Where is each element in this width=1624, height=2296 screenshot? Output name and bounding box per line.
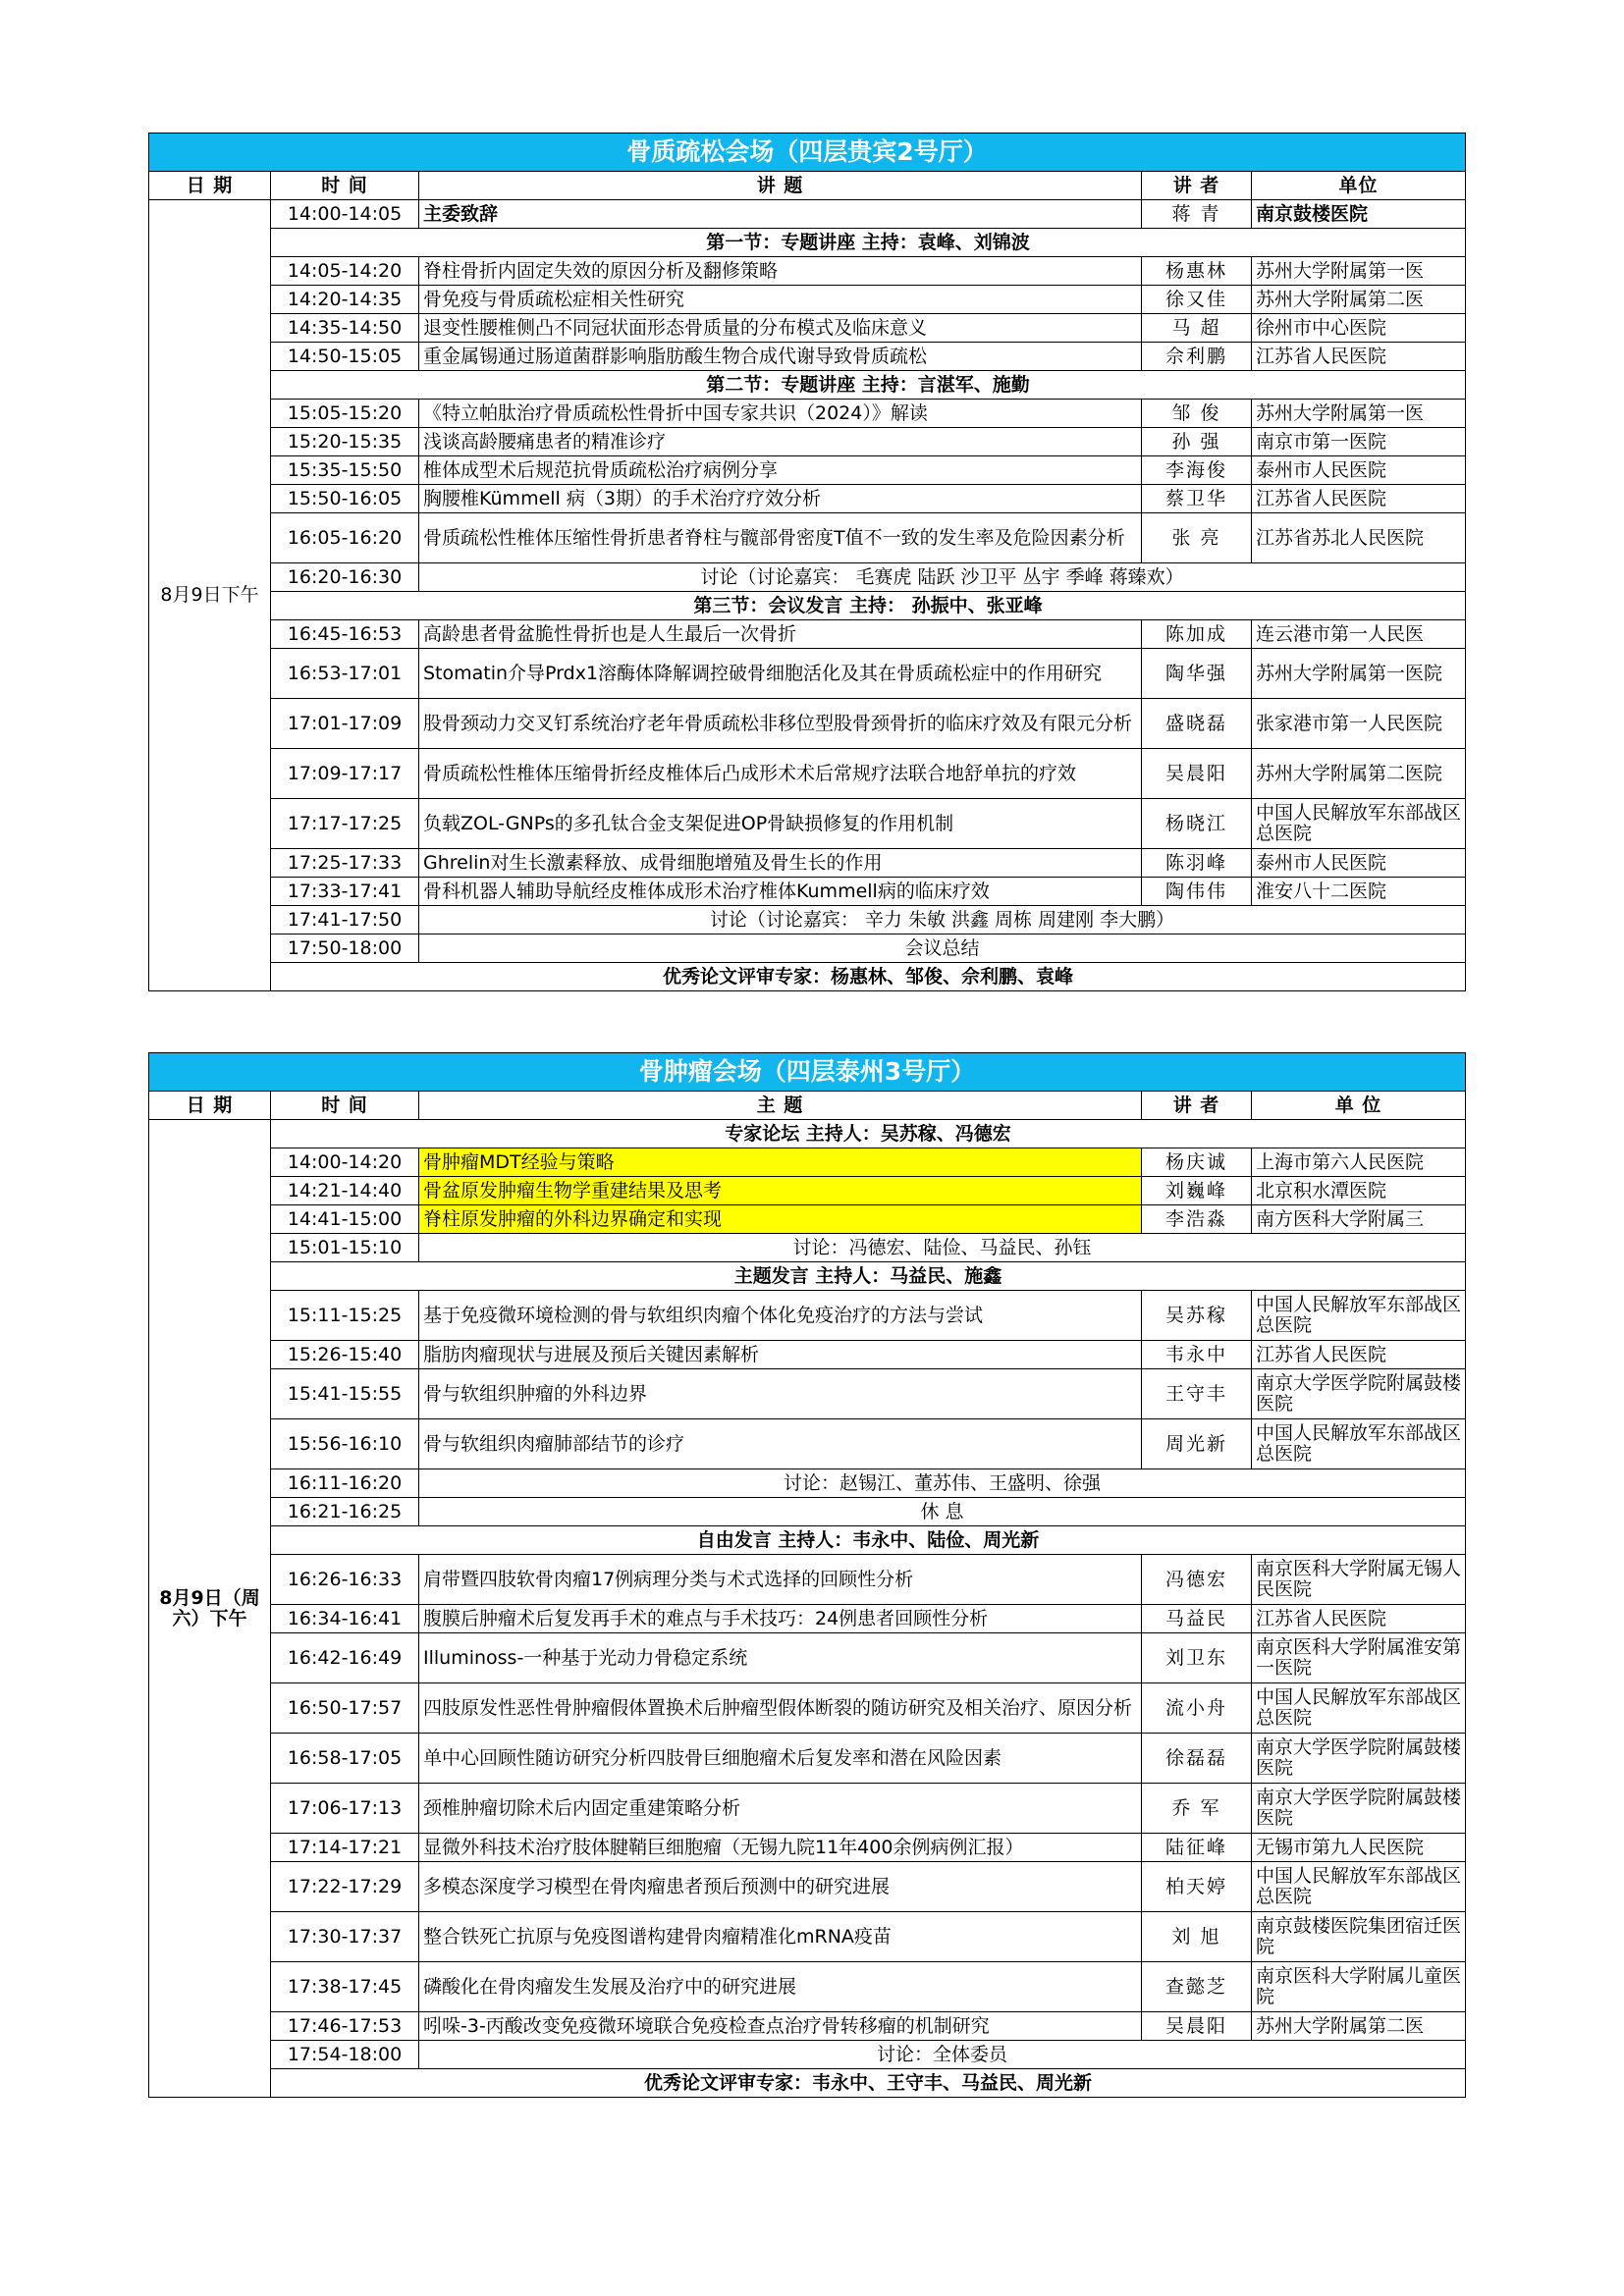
section-header-row bbox=[149, 371, 1466, 400]
speaker-cell: 李浩淼 bbox=[1142, 1205, 1252, 1234]
time-cell: 17:46-17:53 bbox=[271, 2012, 419, 2041]
speaker-cell: 陶伟伟 bbox=[1142, 878, 1252, 906]
speaker-cell: 陈加成 bbox=[1142, 620, 1252, 649]
topic-cell: Stomatin介导Prdx1溶酶体降解调控破骨细胞活化及其在骨质疏松症中的作用研究 bbox=[419, 649, 1142, 699]
topic-cell: 颈椎肿瘤切除术后内固定重建策略分析 bbox=[419, 1784, 1142, 1834]
talk-row bbox=[149, 1683, 1466, 1734]
time-cell: 17:22-17:29 bbox=[271, 1862, 419, 1912]
time-cell: 17:30-17:37 bbox=[271, 1912, 419, 1962]
topic-cell: 骨盆原发肿瘤生物学重建结果及思考 bbox=[419, 1177, 1142, 1205]
speaker-cell: 周光新 bbox=[1142, 1419, 1252, 1469]
topic-cell: 骨肿瘤MDT经验与策略 bbox=[419, 1148, 1142, 1177]
time-cell: 15:11-15:25 bbox=[271, 1291, 419, 1341]
time-cell: 16:20-16:30 bbox=[271, 563, 419, 592]
time-cell: 17:01-17:09 bbox=[271, 699, 419, 749]
talk-row bbox=[149, 200, 1466, 229]
talk-row bbox=[149, 649, 1466, 699]
unit-cell: 江苏省人民医院 bbox=[1252, 343, 1466, 371]
unit-cell: 江苏省苏北人民医院 bbox=[1252, 513, 1466, 563]
unit-cell: 泰州市人民医院 bbox=[1252, 456, 1466, 485]
talk-row bbox=[149, 456, 1466, 485]
talk-row bbox=[149, 1341, 1466, 1369]
speaker-cell: 蔡卫华 bbox=[1142, 485, 1252, 513]
time-cell: 17:41-17:50 bbox=[271, 906, 419, 934]
talk-row bbox=[149, 1291, 1466, 1341]
unit-cell: 南京市第一医院 bbox=[1252, 428, 1466, 456]
time-cell: 15:50-16:05 bbox=[271, 485, 419, 513]
unit-cell: 苏州大学附属第一医院 bbox=[1252, 649, 1466, 699]
time-cell: 14:00-14:05 bbox=[271, 200, 419, 229]
time-cell: 14:21-14:40 bbox=[271, 1177, 419, 1205]
section-title: 主题发言 主持人：马益民、施鑫 bbox=[271, 1262, 1466, 1291]
unit-cell: 徐州市中心医院 bbox=[1252, 314, 1466, 343]
talk-row bbox=[149, 400, 1466, 428]
speaker-cell: 佘利鹏 bbox=[1142, 343, 1252, 371]
topic-cell: 骨科机器人辅助导航经皮椎体成形术治疗椎体Kummell病的临床疗效 bbox=[419, 878, 1142, 906]
unit-cell: 苏州大学附属第二医 bbox=[1252, 286, 1466, 314]
time-cell: 14:05-14:20 bbox=[271, 257, 419, 286]
time-cell: 14:41-15:00 bbox=[271, 1205, 419, 1234]
speaker-cell: 刘巍峰 bbox=[1142, 1177, 1252, 1205]
topic-cell: 基于免疫微环境检测的骨与软组织肉瘤个体化免疫治疗的方法与尝试 bbox=[419, 1291, 1142, 1341]
topic-header: 讲 题 bbox=[419, 172, 1142, 200]
topic-cell: 腹膜后肿瘤术后复发再手术的难点与手术技巧：24例患者回顾性分析 bbox=[419, 1605, 1142, 1633]
topic-cell: 主委致辞 bbox=[419, 200, 1142, 229]
talk-row bbox=[149, 849, 1466, 878]
discussion-text: 讨论（讨论嘉宾： 辛力 朱敏 洪鑫 周栋 周建刚 李大鹏） bbox=[419, 906, 1466, 934]
session-date: 8月9日下午 bbox=[149, 200, 271, 991]
talk-row bbox=[149, 1555, 1466, 1605]
topic-cell: Ghrelin对生长激素释放、成骨细胞增殖及骨生长的作用 bbox=[419, 849, 1142, 878]
unit-cell: 张家港市第一人民医院 bbox=[1252, 699, 1466, 749]
topic-cell: 负载ZOL-GNPs的多孔钛合金支架促进OP骨缺损修复的作用机制 bbox=[419, 799, 1142, 849]
topic-cell: 多模态深度学习模型在骨肉瘤患者预后预测中的研究进展 bbox=[419, 1862, 1142, 1912]
talk-row bbox=[149, 513, 1466, 563]
discussion-text: 休 息 bbox=[419, 1498, 1466, 1526]
unit-cell: 江苏省人民医院 bbox=[1252, 1605, 1466, 1633]
speaker-cell: 杨晓江 bbox=[1142, 799, 1252, 849]
section-title: 第三节：会议发言 主持： 孙振中、张亚峰 bbox=[271, 592, 1466, 620]
time-cell: 14:50-15:05 bbox=[271, 343, 419, 371]
time-cell: 16:53-17:01 bbox=[271, 649, 419, 699]
column-header-row bbox=[149, 1092, 1466, 1120]
time-cell: 16:45-16:53 bbox=[271, 620, 419, 649]
time-cell: 17:25-17:33 bbox=[271, 849, 419, 878]
unit-cell: 南京医科大学附属淮安第一医院 bbox=[1252, 1633, 1466, 1683]
topic-cell: 骨与软组织肿瘤的外科边界 bbox=[419, 1369, 1142, 1419]
unit-cell: 苏州大学附属第二医院 bbox=[1252, 749, 1466, 799]
talk-row bbox=[149, 1962, 1466, 2012]
speaker-cell: 吴晨阳 bbox=[1142, 749, 1252, 799]
unit-cell: 江苏省人民医院 bbox=[1252, 1341, 1466, 1369]
topic-cell: 骨质疏松性椎体压缩骨折经皮椎体后凸成形术术后常规疗法联合地舒单抗的疗效 bbox=[419, 749, 1142, 799]
time-cell: 16:11-16:20 bbox=[271, 1469, 419, 1498]
unit-cell: 南京大学医学院附属鼓楼医院 bbox=[1252, 1784, 1466, 1834]
discussion-text: 讨论：冯德宏、陆俭、马益民、孙钰 bbox=[419, 1234, 1466, 1262]
talk-row bbox=[149, 314, 1466, 343]
speaker-header: 讲 者 bbox=[1142, 172, 1252, 200]
talk-row bbox=[149, 1734, 1466, 1784]
unit-cell: 南京鼓楼医院 bbox=[1252, 200, 1466, 229]
speaker-cell: 蒋 青 bbox=[1142, 200, 1252, 229]
talk-row bbox=[149, 286, 1466, 314]
section-header-row bbox=[149, 2069, 1466, 2098]
bone-tumor-schedule-table bbox=[148, 1052, 1466, 2098]
time-cell: 17:09-17:17 bbox=[271, 749, 419, 799]
talk-row bbox=[149, 1633, 1466, 1683]
time-cell: 14:20-14:35 bbox=[271, 286, 419, 314]
talk-row bbox=[149, 1419, 1466, 1469]
discussion-text: 讨论（讨论嘉宾： 毛赛虎 陆跃 沙卫平 丛宇 季峰 蒋臻欢） bbox=[419, 563, 1466, 592]
section-title: 优秀论文评审专家：杨惠林、邹俊、佘利鹏、袁峰 bbox=[271, 963, 1466, 991]
topic-cell: 骨免疫与骨质疏松症相关性研究 bbox=[419, 286, 1142, 314]
speaker-cell: 柏天婷 bbox=[1142, 1862, 1252, 1912]
talk-row bbox=[149, 1148, 1466, 1177]
topic-cell: 脂肪肉瘤现状与进展及预后关键因素解析 bbox=[419, 1341, 1142, 1369]
talk-row bbox=[149, 749, 1466, 799]
unit-cell: 中国人民解放军东部战区总医院 bbox=[1252, 1419, 1466, 1469]
section-header-row bbox=[149, 592, 1466, 620]
speaker-cell: 马益民 bbox=[1142, 1605, 1252, 1633]
unit-cell: 苏州大学附属第一医 bbox=[1252, 400, 1466, 428]
speaker-cell: 冯德宏 bbox=[1142, 1555, 1252, 1605]
unit-cell: 南京鼓楼医院集团宿迁医院 bbox=[1252, 1912, 1466, 1962]
topic-cell: 股骨颈动力交叉钉系统治疗老年骨质疏松非移位型股骨颈骨折的临床疗效及有限元分析 bbox=[419, 699, 1142, 749]
discussion-text: 讨论：全体委员 bbox=[419, 2041, 1466, 2069]
talk-row bbox=[149, 1784, 1466, 1834]
unit-cell: 上海市第六人民医院 bbox=[1252, 1148, 1466, 1177]
unit-cell: 南京大学医学院附属鼓楼医院 bbox=[1252, 1369, 1466, 1419]
speaker-cell: 陈羽峰 bbox=[1142, 849, 1252, 878]
time-header: 时 间 bbox=[271, 172, 419, 200]
speaker-cell: 查懿芝 bbox=[1142, 1962, 1252, 2012]
time-header: 时 间 bbox=[271, 1092, 419, 1120]
time-cell: 14:35-14:50 bbox=[271, 314, 419, 343]
discussion-row bbox=[149, 906, 1466, 934]
section-header-row bbox=[149, 1262, 1466, 1291]
unit-cell: 南京医科大学附属无锡人民医院 bbox=[1252, 1555, 1466, 1605]
speaker-cell: 吴晨阳 bbox=[1142, 2012, 1252, 2041]
unit-cell: 南京医科大学附属儿童医院 bbox=[1252, 1962, 1466, 2012]
topic-cell: 骨质疏松性椎体压缩性骨折患者脊柱与髋部骨密度T值不一致的发生率及危险因素分析 bbox=[419, 513, 1142, 563]
topic-cell: 四肢原发性恶性骨肿瘤假体置换术后肿瘤型假体断裂的随访研究及相关治疗、原因分析 bbox=[419, 1683, 1142, 1734]
unit-cell: 泰州市人民医院 bbox=[1252, 849, 1466, 878]
unit-cell: 苏州大学附属第一医 bbox=[1252, 257, 1466, 286]
talk-row bbox=[149, 1912, 1466, 1962]
time-cell: 15:20-15:35 bbox=[271, 428, 419, 456]
topic-cell: 脊柱原发肿瘤的外科边界确定和实现 bbox=[419, 1205, 1142, 1234]
unit-cell: 中国人民解放军东部战区总医院 bbox=[1252, 799, 1466, 849]
talk-row bbox=[149, 1862, 1466, 1912]
session-date: 8月9日（周六）下午 bbox=[149, 1120, 271, 2098]
time-cell: 15:35-15:50 bbox=[271, 456, 419, 485]
unit-cell: 南京大学医学院附属鼓楼医院 bbox=[1252, 1734, 1466, 1784]
time-cell: 15:01-15:10 bbox=[271, 1234, 419, 1262]
speaker-cell: 陶华强 bbox=[1142, 649, 1252, 699]
discussion-row bbox=[149, 1469, 1466, 1498]
session-title: 骨肿瘤会场（四层泰州3号厅） bbox=[149, 1053, 1466, 1092]
talk-row bbox=[149, 428, 1466, 456]
time-cell: 15:05-15:20 bbox=[271, 400, 419, 428]
speaker-cell: 张 亮 bbox=[1142, 513, 1252, 563]
session-title-row bbox=[149, 1053, 1466, 1092]
time-cell: 16:05-16:20 bbox=[271, 513, 419, 563]
discussion-row bbox=[149, 1498, 1466, 1526]
unit-cell: 江苏省人民医院 bbox=[1252, 485, 1466, 513]
osteoporosis-schedule-table bbox=[148, 133, 1466, 991]
date-header: 日 期 bbox=[149, 1092, 271, 1120]
speaker-cell: 陆征峰 bbox=[1142, 1834, 1252, 1862]
section-title: 专家论坛 主持人：吴苏稼、冯德宏 bbox=[271, 1120, 1466, 1148]
time-cell: 14:00-14:20 bbox=[271, 1148, 419, 1177]
discussion-row bbox=[149, 1234, 1466, 1262]
talk-row bbox=[149, 1369, 1466, 1419]
topic-cell: 高龄患者骨盆脆性骨折也是人生最后一次骨折 bbox=[419, 620, 1142, 649]
section-title: 第一节：专题讲座 主持：袁峰、刘锦波 bbox=[271, 229, 1466, 257]
topic-cell: 显微外科技术治疗肢体腱鞘巨细胞瘤（无锡九院11年400余例病例汇报） bbox=[419, 1834, 1142, 1862]
talk-row bbox=[149, 620, 1466, 649]
topic-cell: 重金属锡通过肠道菌群影响脂肪酸生物合成代谢导致骨质疏松 bbox=[419, 343, 1142, 371]
section-title: 优秀论文评审专家：韦永中、王守丰、马益民、周光新 bbox=[271, 2069, 1466, 2098]
speaker-cell: 李海俊 bbox=[1142, 456, 1252, 485]
unit-cell: 连云港市第一人民医 bbox=[1252, 620, 1466, 649]
talk-row bbox=[149, 799, 1466, 849]
time-cell: 15:41-15:55 bbox=[271, 1369, 419, 1419]
speaker-cell: 吴苏稼 bbox=[1142, 1291, 1252, 1341]
topic-cell: 整合铁死亡抗原与免疫图谱构建骨肉瘤精准化mRNA疫苗 bbox=[419, 1912, 1142, 1962]
talk-row bbox=[149, 343, 1466, 371]
column-header-row bbox=[149, 172, 1466, 200]
talk-row bbox=[149, 1605, 1466, 1633]
unit-header: 单位 bbox=[1252, 172, 1466, 200]
talk-row bbox=[149, 2012, 1466, 2041]
topic-header: 主 题 bbox=[419, 1092, 1142, 1120]
speaker-cell: 邹 俊 bbox=[1142, 400, 1252, 428]
topic-cell: 单中心回顾性随访研究分析四肢骨巨细胞瘤术后复发率和潜在风险因素 bbox=[419, 1734, 1142, 1784]
topic-cell: 吲哚-3-丙酸改变免疫微环境联合免疫检查点治疗骨转移瘤的机制研究 bbox=[419, 2012, 1142, 2041]
speaker-cell: 杨惠林 bbox=[1142, 257, 1252, 286]
unit-cell: 中国人民解放军东部战区总医院 bbox=[1252, 1862, 1466, 1912]
speaker-cell: 徐磊磊 bbox=[1142, 1734, 1252, 1784]
talk-row bbox=[149, 485, 1466, 513]
speaker-header: 讲 者 bbox=[1142, 1092, 1252, 1120]
speaker-cell: 马 超 bbox=[1142, 314, 1252, 343]
time-cell: 16:42-16:49 bbox=[271, 1633, 419, 1683]
topic-cell: 退变性腰椎侧凸不同冠状面形态骨质量的分布模式及临床意义 bbox=[419, 314, 1142, 343]
speaker-cell: 乔 军 bbox=[1142, 1784, 1252, 1834]
time-cell: 17:38-17:45 bbox=[271, 1962, 419, 2012]
time-cell: 17:54-18:00 bbox=[271, 2041, 419, 2069]
unit-cell: 中国人民解放军东部战区总医院 bbox=[1252, 1683, 1466, 1734]
unit-cell: 无锡市第九人民医院 bbox=[1252, 1834, 1466, 1862]
unit-cell: 苏州大学附属第二医 bbox=[1252, 2012, 1466, 2041]
discussion-text: 会议总结 bbox=[419, 934, 1466, 963]
section-title: 第二节：专题讲座 主持：言湛军、施勤 bbox=[271, 371, 1466, 400]
time-cell: 17:33-17:41 bbox=[271, 878, 419, 906]
discussion-text: 讨论：赵锡江、董苏伟、王盛明、徐强 bbox=[419, 1469, 1466, 1498]
topic-cell: 《特立帕肽治疗骨质疏松性骨折中国专家共识（2024）》解读 bbox=[419, 400, 1142, 428]
time-cell: 17:50-18:00 bbox=[271, 934, 419, 963]
time-cell: 15:26-15:40 bbox=[271, 1341, 419, 1369]
speaker-cell: 徐又佳 bbox=[1142, 286, 1252, 314]
unit-cell: 淮安八十二医院 bbox=[1252, 878, 1466, 906]
time-cell: 16:26-16:33 bbox=[271, 1555, 419, 1605]
time-cell: 16:50-17:57 bbox=[271, 1683, 419, 1734]
unit-header: 单 位 bbox=[1252, 1092, 1466, 1120]
time-cell: 16:34-16:41 bbox=[271, 1605, 419, 1633]
topic-cell: 胸腰椎Kümmell 病（3期）的手术治疗疗效分析 bbox=[419, 485, 1142, 513]
unit-cell: 南方医科大学附属三 bbox=[1252, 1205, 1466, 1234]
talk-row bbox=[149, 699, 1466, 749]
topic-cell: 脊柱骨折内固定失效的原因分析及翻修策略 bbox=[419, 257, 1142, 286]
topic-cell: 肩带暨四肢软骨肉瘤17例病理分类与术式选择的回顾性分析 bbox=[419, 1555, 1142, 1605]
talk-row bbox=[149, 1834, 1466, 1862]
unit-cell: 中国人民解放军东部战区总医院 bbox=[1252, 1291, 1466, 1341]
speaker-cell: 孙 强 bbox=[1142, 428, 1252, 456]
time-cell: 15:56-16:10 bbox=[271, 1419, 419, 1469]
section-header-row bbox=[149, 963, 1466, 991]
session-title: 骨质疏松会场（四层贵宾2号厅） bbox=[149, 133, 1466, 172]
section-header-row bbox=[149, 229, 1466, 257]
section-header-row bbox=[149, 1120, 1466, 1148]
speaker-cell: 杨庆诚 bbox=[1142, 1148, 1252, 1177]
talk-row bbox=[149, 1205, 1466, 1234]
discussion-row bbox=[149, 934, 1466, 963]
speaker-cell: 王守丰 bbox=[1142, 1369, 1252, 1419]
topic-cell: Illuminoss-一种基于光动力骨稳定系统 bbox=[419, 1633, 1142, 1683]
session-title-row bbox=[149, 133, 1466, 172]
talk-row bbox=[149, 878, 1466, 906]
topic-cell: 椎体成型术后规范抗骨质疏松治疗病例分享 bbox=[419, 456, 1142, 485]
topic-cell: 磷酸化在骨肉瘤发生发展及治疗中的研究进展 bbox=[419, 1962, 1142, 2012]
talk-row bbox=[149, 257, 1466, 286]
topic-cell: 骨与软组织肉瘤肺部结节的诊疗 bbox=[419, 1419, 1142, 1469]
talk-row bbox=[149, 1177, 1466, 1205]
time-cell: 17:14-17:21 bbox=[271, 1834, 419, 1862]
discussion-row bbox=[149, 563, 1466, 592]
speaker-cell: 盛晓磊 bbox=[1142, 699, 1252, 749]
date-header: 日 期 bbox=[149, 172, 271, 200]
time-cell: 17:06-17:13 bbox=[271, 1784, 419, 1834]
speaker-cell: 流小舟 bbox=[1142, 1683, 1252, 1734]
section-title: 自由发言 主持人：韦永中、陆俭、周光新 bbox=[271, 1526, 1466, 1555]
speaker-cell: 韦永中 bbox=[1142, 1341, 1252, 1369]
discussion-row bbox=[149, 2041, 1466, 2069]
speaker-cell: 刘卫东 bbox=[1142, 1633, 1252, 1683]
section-header-row bbox=[149, 1526, 1466, 1555]
speaker-cell: 刘 旭 bbox=[1142, 1912, 1252, 1962]
time-cell: 16:21-16:25 bbox=[271, 1498, 419, 1526]
unit-cell: 北京积水潭医院 bbox=[1252, 1177, 1466, 1205]
time-cell: 16:58-17:05 bbox=[271, 1734, 419, 1784]
time-cell: 17:17-17:25 bbox=[271, 799, 419, 849]
topic-cell: 浅谈高龄腰痛患者的精准诊疗 bbox=[419, 428, 1142, 456]
